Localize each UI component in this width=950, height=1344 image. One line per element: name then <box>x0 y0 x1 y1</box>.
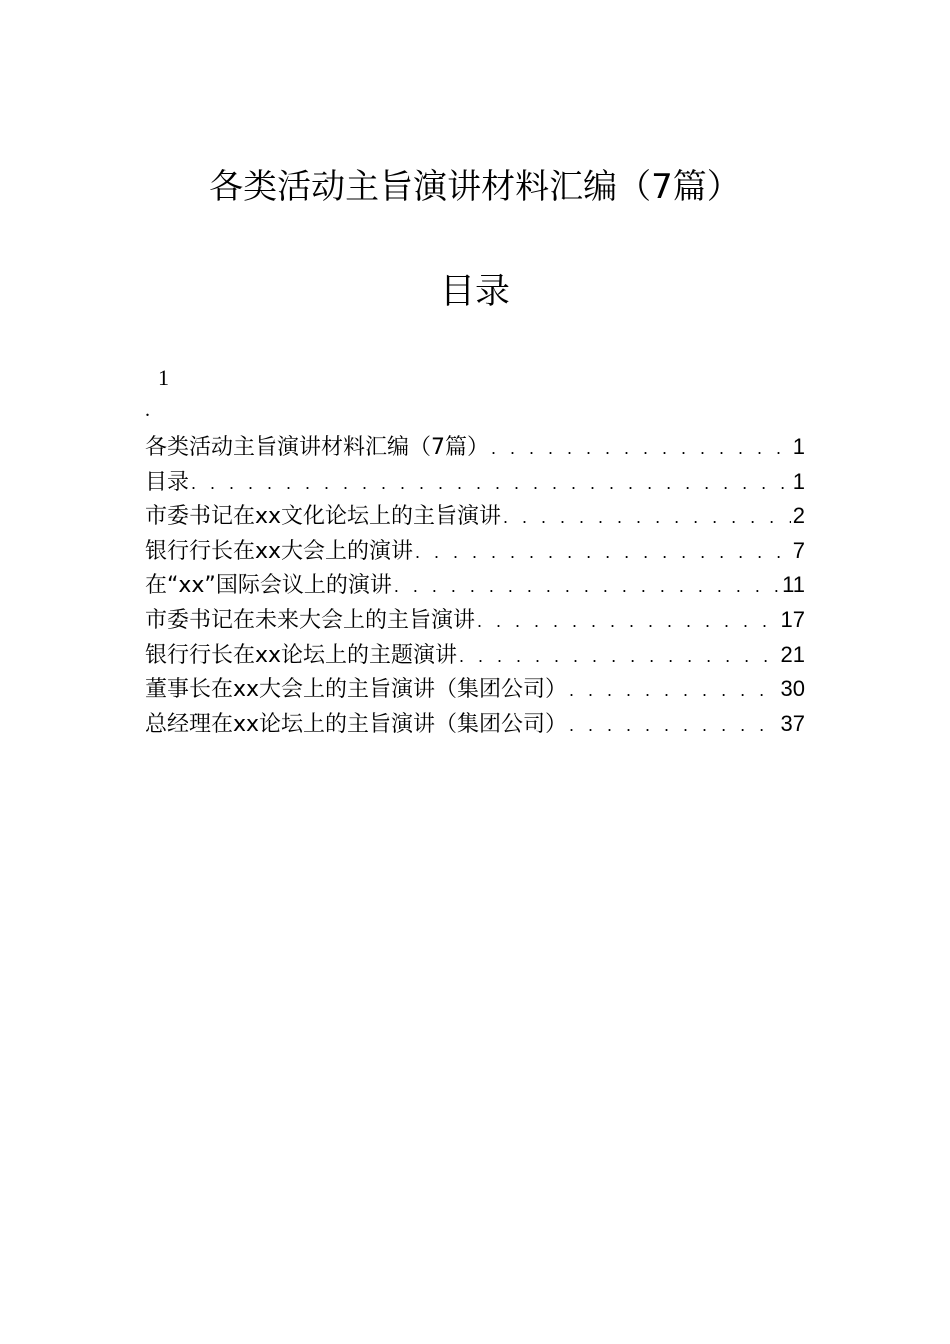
toc-entry-title: 银行行长在xx大会上的演讲 <box>145 538 414 564</box>
toc-dot-leader <box>191 466 791 500</box>
toc-entry-title: 市委书记在xx文化论坛上的主旨演讲 <box>145 504 502 530</box>
toc-dot-leader <box>569 673 778 707</box>
toc-entry-page: 11 <box>782 572 805 598</box>
document-title: 各类活动主旨演讲材料汇编（7篇） <box>209 167 741 207</box>
toc-entry[interactable] <box>145 430 805 465</box>
toc-entry[interactable] <box>145 603 805 638</box>
toc-entry[interactable] <box>145 534 805 569</box>
toc-entry-page: 2 <box>792 503 805 529</box>
list-dot-marker: . <box>145 399 150 421</box>
toc-entry-page: 7 <box>792 537 805 563</box>
toc-entry-page: 30 <box>780 676 805 702</box>
toc-dot-leader <box>459 639 778 673</box>
toc-dot-leader <box>569 708 778 742</box>
toc-entry-title: 董事长在xx大会上的主旨演讲（集团公司） <box>145 677 568 703</box>
toc-entry[interactable] <box>145 672 805 707</box>
toc-entry[interactable] <box>145 499 805 534</box>
toc-entry-page: 1 <box>792 434 805 459</box>
toc-heading: 目录 <box>439 272 510 312</box>
table-of-contents <box>145 430 805 741</box>
toc-dot-leader <box>477 604 779 638</box>
toc-dot-leader <box>491 431 791 465</box>
toc-entry-page: 37 <box>780 710 805 736</box>
toc-entry-title: 银行行长在xx论坛上的主题演讲 <box>145 642 458 668</box>
toc-entry[interactable] <box>145 568 805 603</box>
toc-entry-title: 在“xx”国际会议上的演讲 <box>145 573 392 599</box>
toc-dot-leader <box>415 535 791 569</box>
toc-entry-page: 17 <box>780 606 805 632</box>
toc-dot-leader <box>503 500 791 534</box>
toc-entry-title: 各类活动主旨演讲材料汇编（7篇） <box>145 435 489 460</box>
list-number-marker: 1 <box>158 365 169 390</box>
toc-entry-title: 目录 <box>145 469 190 495</box>
toc-entry-title: 市委书记在未来大会上的主旨演讲 <box>145 607 476 633</box>
toc-entry-title: 总经理在xx论坛上的主旨演讲（集团公司） <box>145 711 568 737</box>
toc-dot-leader <box>394 569 780 603</box>
toc-entry-page: 21 <box>780 641 805 667</box>
toc-entry[interactable] <box>145 638 805 673</box>
toc-entry[interactable] <box>145 707 805 742</box>
toc-entry[interactable] <box>145 465 805 500</box>
toc-entry-page: 1 <box>792 468 805 494</box>
